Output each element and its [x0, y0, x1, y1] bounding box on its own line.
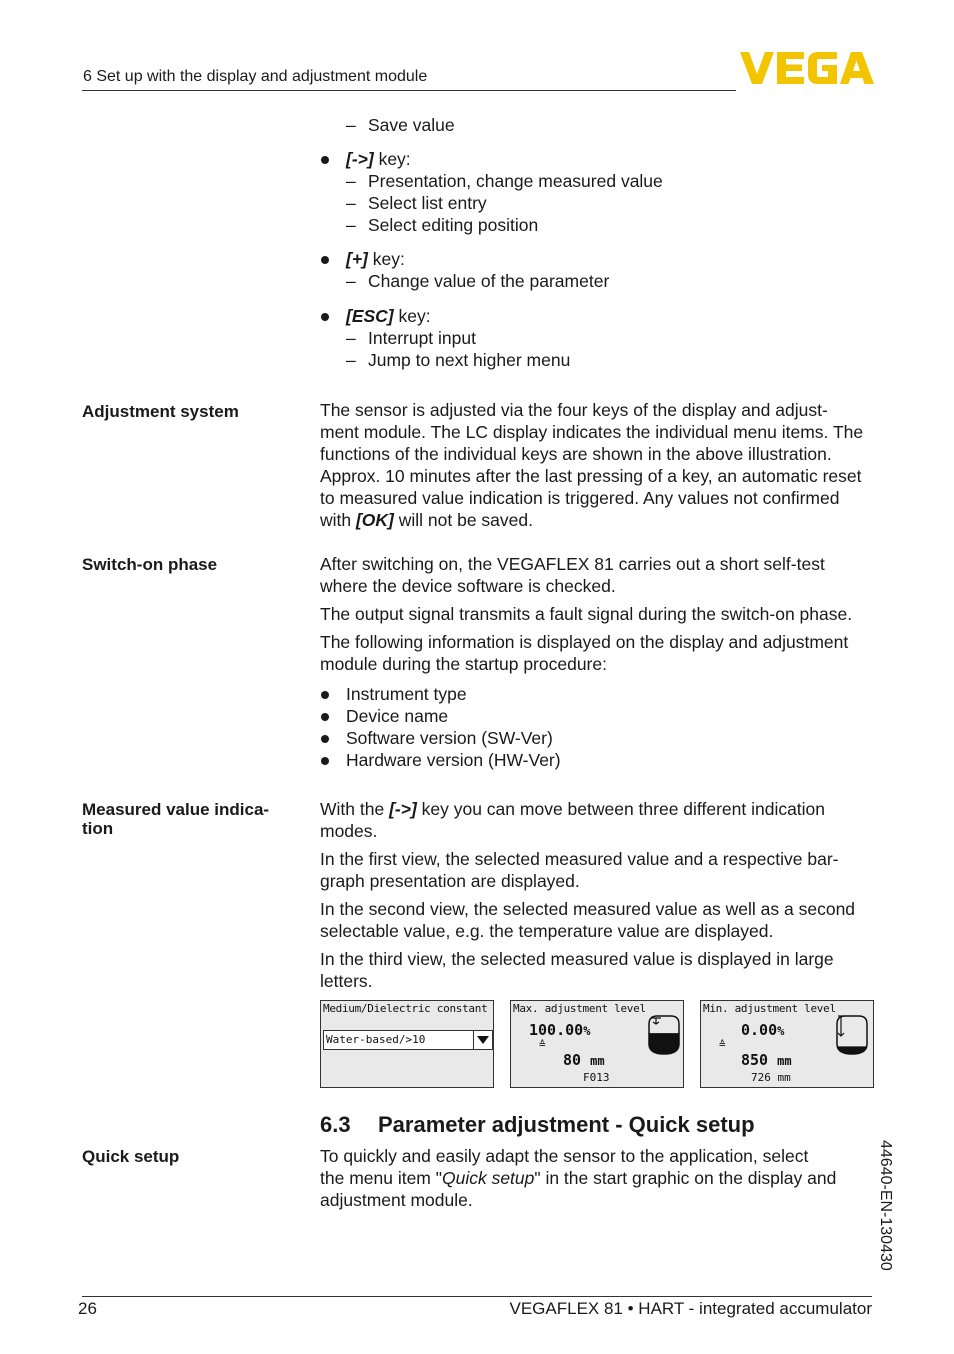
measured-value-indication-text: [320, 798, 880, 998]
switch-on-phase-text: [320, 553, 880, 771]
medium-select: [323, 1030, 493, 1050]
text-line: with [OK] will not be saved.: [320, 510, 533, 530]
text-line: With the [->] key you can move between three different indication: [320, 799, 826, 819]
footer-rule: [82, 1296, 872, 1297]
page-number: 26: [78, 1299, 97, 1318]
distance-value: 850 mm: [741, 1051, 792, 1069]
dropdown-arrow-icon: [473, 1031, 492, 1049]
arrow-key-label: [->]: [389, 799, 417, 819]
key-suffix: key:: [393, 306, 431, 326]
text-line: letters.: [320, 971, 373, 991]
equivalence-sign: ≙: [539, 1038, 546, 1051]
quick-setup-label: Quick setup: [82, 1147, 180, 1166]
plus-key-item: [320, 248, 880, 270]
bullet-icon: [321, 313, 329, 321]
text-line: where the device software is checked.: [320, 576, 616, 596]
section-header: 6 Set up with the display and adjustment module: [83, 68, 428, 85]
list-item: – Interrupt input: [320, 327, 880, 349]
tank-empty-icon: [835, 1012, 871, 1056]
key-suffix: key:: [373, 149, 411, 169]
measured-value-indication-label: Measured value indica- tion: [82, 800, 270, 838]
bullet-icon: [321, 757, 329, 765]
text-line: After switching on, the VEGAFLEX 81 carries out a short self-test: [320, 554, 825, 574]
bullet-icon: [321, 691, 329, 699]
key-functions-list: [320, 114, 880, 371]
lcd-min-adjustment-screen: [700, 1000, 874, 1088]
lcd-title: Min. adjustment level: [703, 1002, 836, 1015]
text-line: The following information is displayed on the display and adjustment: [320, 632, 849, 652]
distance-readout: 726 mm: [751, 1071, 791, 1084]
list-item: – Select list entry: [320, 192, 880, 214]
lcd-title: Max. adjustment level: [513, 1002, 646, 1015]
text-line: To quickly and easily adapt the sensor to the application, select: [320, 1146, 809, 1166]
ok-key-label: [OK]: [355, 510, 394, 530]
text-line: functions of the individual keys are shown in the above illustration.: [320, 444, 832, 464]
bullet-icon: [321, 735, 329, 743]
arrow-key-label: [->]: [346, 149, 374, 169]
text-line: adjustment module.: [320, 1190, 473, 1210]
esc-key-label: [ESC]: [346, 306, 394, 326]
percent-value: 100.00%: [529, 1021, 591, 1039]
status-code: F013: [583, 1071, 610, 1084]
text-line: The output signal transmits a fault signal during the switch-on phase.: [320, 604, 853, 624]
adjustment-system-label: Adjustment system: [82, 402, 239, 421]
equivalence-sign: ≙: [719, 1038, 726, 1051]
footer-title: VEGAFLEX 81 • HART - integrated accumulator: [509, 1299, 872, 1318]
text-line: graph presentation are displayed.: [320, 871, 580, 891]
list-item: Hardware version (HW-Ver): [320, 749, 880, 771]
adjustment-system-text: [320, 399, 880, 531]
list-item: – Save value: [320, 114, 880, 136]
key-suffix: key:: [367, 249, 405, 269]
list-item: – Jump to next higher menu: [320, 349, 880, 371]
tank-full-icon: [647, 1012, 681, 1056]
text-line: ment module. The LC display indicates the individual menu items. The: [320, 422, 864, 442]
list-item: Instrument type: [320, 683, 880, 705]
plus-key-label: [+]: [346, 249, 368, 269]
bullet-icon: [321, 256, 329, 264]
text-line: the menu item "Quick setup" in the start graphic on the display and: [320, 1168, 837, 1188]
list-item: – Change value of the parameter: [320, 270, 880, 292]
selected-value: Water-based/>10: [326, 1033, 426, 1046]
esc-key-item: [320, 305, 880, 327]
arrow-key-item: [320, 148, 880, 170]
lcd-max-adjustment-screen: [510, 1000, 684, 1088]
list-item: Software version (SW-Ver): [320, 727, 880, 749]
header-rule: [82, 90, 736, 91]
text-line: Approx. 10 minutes after the last pressing of a key, an automatic reset: [320, 466, 862, 486]
distance-value: 80 mm: [563, 1051, 605, 1069]
lcd-title: Medium/Dielectric constant: [323, 1002, 488, 1015]
bullet-icon: [321, 713, 329, 721]
lcd-medium-screen: [320, 1000, 494, 1088]
list-item: – Presentation, change measured value: [320, 170, 880, 192]
vega-logo: [740, 52, 874, 84]
text-line: In the second view, the selected measured value as well as a second: [320, 899, 856, 919]
text-line: modes.: [320, 821, 378, 841]
list-item: – Select editing position: [320, 214, 880, 236]
quick-setup-text: [320, 1145, 880, 1211]
document-number: 44640-EN-130430: [877, 1140, 894, 1271]
text-line: The sensor is adjusted via the four keys of the display and adjust-: [320, 400, 828, 420]
list-item: Device name: [320, 705, 880, 727]
switch-on-phase-label: Switch-on phase: [82, 555, 218, 574]
text-line: In the third view, the selected measured value is displayed in large: [320, 949, 834, 969]
bullet-icon: [321, 156, 329, 164]
text-line: to measured value indication is triggered. Any values not confirmed: [320, 488, 840, 508]
percent-value: 0.00%: [741, 1021, 785, 1039]
text-line: selectable value, e.g. the temperature value are displayed.: [320, 921, 774, 941]
section-heading: 6.3 Parameter adjustment - Quick setup: [320, 1112, 755, 1137]
text-line: module during the startup procedure:: [320, 654, 607, 674]
text-line: In the first view, the selected measured value and a respective bar-: [320, 849, 839, 869]
